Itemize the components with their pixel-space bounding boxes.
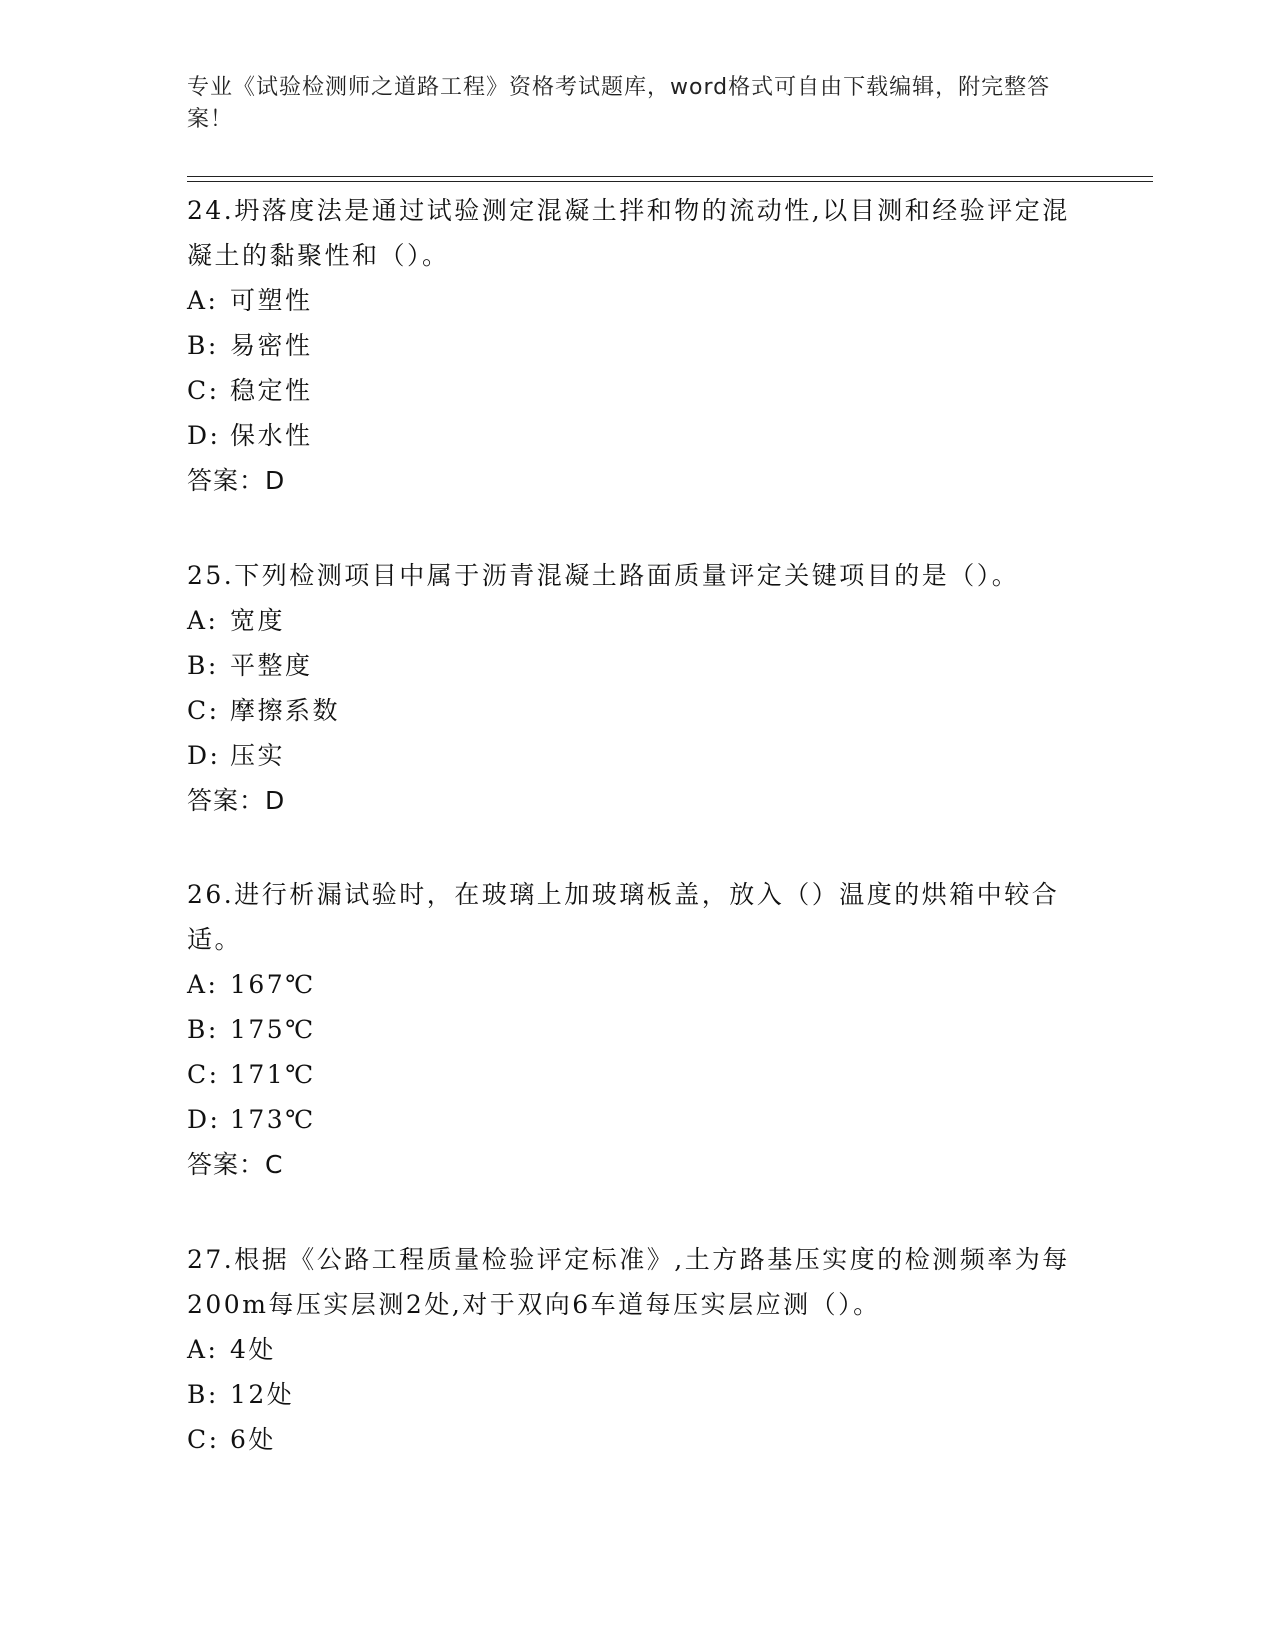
header-intro-text: 专业《试验检测师之道路工程》资格考试题库，word格式可自由下载编辑，附完整答案！ bbox=[187, 75, 1051, 132]
option-c bbox=[187, 1052, 1087, 1097]
option-letter: A: bbox=[187, 970, 219, 999]
option-d bbox=[187, 1097, 1087, 1142]
option-text: 173℃ bbox=[230, 1105, 316, 1134]
option-a bbox=[187, 1327, 1087, 1372]
option-letter: B: bbox=[187, 1380, 219, 1409]
option-b bbox=[187, 1372, 1087, 1417]
option-text: 稳定性 bbox=[230, 376, 313, 405]
question-stem: 26.进行析漏试验时，在玻璃上加玻璃板盖，放入（）温度的烘箱中较合适。 bbox=[187, 880, 1060, 954]
question-26 bbox=[187, 872, 1087, 1187]
option-a bbox=[187, 278, 1087, 323]
option-text: 摩擦系数 bbox=[230, 696, 341, 725]
option-c bbox=[187, 688, 1087, 733]
question-25 bbox=[187, 553, 1087, 823]
option-text: 平整度 bbox=[230, 651, 313, 680]
option-letter: C: bbox=[187, 376, 220, 405]
option-letter: A: bbox=[187, 286, 219, 315]
option-letter: B: bbox=[187, 1015, 219, 1044]
header-divider-top bbox=[187, 176, 1153, 177]
option-letter: B: bbox=[187, 331, 219, 360]
option-text: 宽度 bbox=[230, 606, 286, 635]
option-text: 保水性 bbox=[230, 421, 313, 450]
option-letter: A: bbox=[187, 606, 219, 635]
option-text: 可塑性 bbox=[230, 286, 313, 315]
option-c bbox=[187, 1417, 1087, 1462]
option-text: 6处 bbox=[230, 1425, 276, 1454]
option-text: 压实 bbox=[230, 741, 286, 770]
answer-line: 答案：D bbox=[187, 786, 286, 815]
option-text: 167℃ bbox=[230, 970, 316, 999]
option-a bbox=[187, 598, 1087, 643]
option-text: 易密性 bbox=[230, 331, 313, 360]
option-text: 12处 bbox=[230, 1380, 295, 1409]
option-text: 4处 bbox=[230, 1335, 276, 1364]
question-stem: 25.下列检测项目中属于沥青混凝土路面质量评定关键项目的是（）。 bbox=[187, 561, 1020, 590]
option-letter: A: bbox=[187, 1335, 219, 1364]
option-a bbox=[187, 962, 1087, 1007]
option-letter: C: bbox=[187, 1060, 220, 1089]
header-divider-bottom bbox=[187, 181, 1153, 182]
question-24 bbox=[187, 188, 1087, 503]
option-b bbox=[187, 643, 1087, 688]
question-27 bbox=[187, 1237, 1087, 1462]
option-letter: D: bbox=[187, 741, 221, 770]
question-stem: 27.根据《公路工程质量检验评定标准》,土方路基压实度的检测频率为每200m每压实层测2处,对于双向6车道每压实层应测（）。 bbox=[187, 1245, 1070, 1319]
option-d bbox=[187, 413, 1087, 458]
option-letter: D: bbox=[187, 421, 221, 450]
option-letter: C: bbox=[187, 1425, 220, 1454]
option-letter: C: bbox=[187, 696, 220, 725]
option-b bbox=[187, 323, 1087, 368]
option-b bbox=[187, 1007, 1087, 1052]
option-letter: B: bbox=[187, 651, 219, 680]
answer-line: 答案：C bbox=[187, 1150, 284, 1179]
option-d bbox=[187, 733, 1087, 778]
question-stem: 24.坍落度法是通过试验测定混凝土拌和物的流动性,以目测和经验评定混凝土的黏聚性和（）。 bbox=[187, 196, 1070, 270]
answer-line: 答案：D bbox=[187, 466, 286, 495]
option-text: 175℃ bbox=[230, 1015, 316, 1044]
option-c bbox=[187, 368, 1087, 413]
option-letter: D: bbox=[187, 1105, 221, 1134]
option-text: 171℃ bbox=[230, 1060, 316, 1089]
document-header bbox=[187, 72, 1067, 136]
